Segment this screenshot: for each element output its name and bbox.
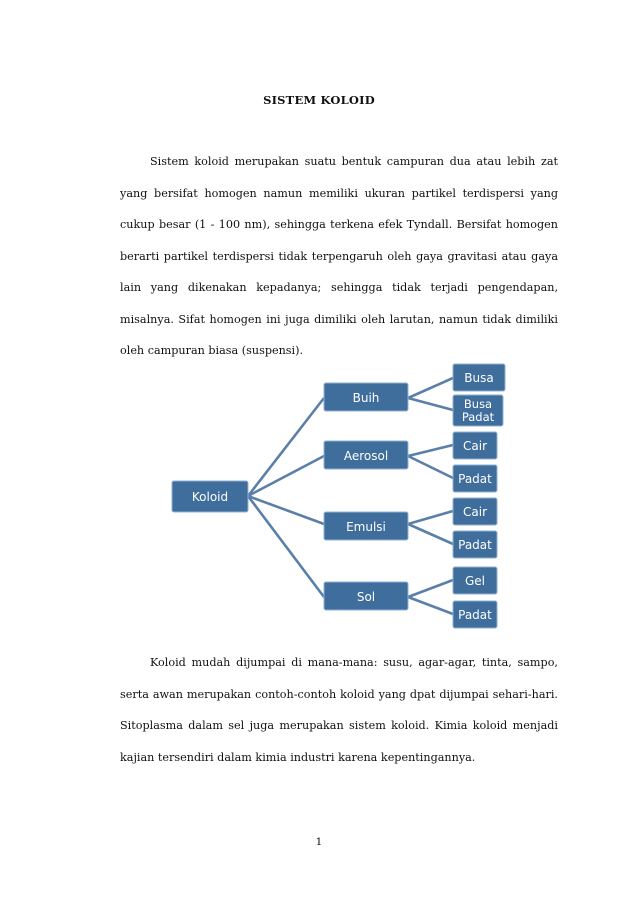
paragraph-intro-text: Sistem koloid merupakan suatu bentuk campuran dua atau lebih zat yang bersifat homogen namun memiliki ukuran partikel terdispersi yang cukup besar (1 - 100 nm), sehingga terkena efek Tyndall. Bersifat homogen berarti partikel terdispersi tidak terpengaruh oleh gaya gravitasi atau gaya lain yang dikenakan kepadanya; sehingga tidak terjadi pengendapan, misalnya. Sifat homogen ini juga dimiliki oleh larutan, namun tidak dimiliki oleh campuran biasa (suspensi).: [120, 155, 558, 357]
node-busa-padat: [453, 395, 503, 426]
node-koloid-label: Koloid: [191, 490, 229, 504]
node-emulsi-padat-label: Padat: [458, 538, 492, 552]
busa-padat-line: Padat: [461, 410, 495, 424]
paragraph-examples-text: Koloid mudah dijumpai di mana-mana: susu, agar-agar, tinta, sampo, serta awan merupakan contoh-contoh koloid yang dpat dijumpai sehari-hari. Sitoplasma dalam sel juga merupakan sistem koloid. Kimia koloid menjadi kajian tersendiri dalam kimia industri karena kepentingannya.: [120, 656, 558, 764]
node-aerosol-label: Aerosol: [343, 449, 389, 463]
node-sol: [324, 582, 408, 610]
node-busa-label: Busa: [464, 371, 494, 385]
node-emulsi-cair: [453, 498, 497, 525]
node-sol-padat: [453, 601, 497, 628]
node-emulsi-padat: [453, 531, 497, 558]
node-sol-gel-label: Gel: [464, 574, 486, 588]
node-busa-padat-label: [462, 397, 495, 424]
node-sol-label: Sol: [356, 590, 376, 604]
document-title: SISTEM KOLOID: [263, 93, 375, 107]
node-emulsi-cair-label: Cair: [463, 505, 487, 519]
connector-lines: [248, 378, 453, 614]
node-aerosol-padat-label: Padat: [458, 472, 492, 486]
node-buih-label: Buih: [352, 391, 380, 405]
page-number: 1: [315, 836, 323, 848]
node-aerosol: [324, 441, 408, 469]
node-busa: [453, 364, 505, 391]
node-aerosol-cair-label: Cair: [463, 439, 487, 453]
node-koloid: [172, 481, 248, 512]
node-sol-gel: [453, 567, 497, 594]
busa-padat-line: Busa: [463, 397, 493, 411]
node-aerosol-padat: [453, 465, 497, 492]
node-emulsi: [324, 512, 408, 540]
paragraph-examples: [120, 647, 558, 773]
node-buih: [324, 383, 408, 411]
node-sol-padat-label: Padat: [458, 608, 492, 622]
node-aerosol-cair: [453, 432, 497, 459]
node-emulsi-label: Emulsi: [346, 520, 386, 534]
